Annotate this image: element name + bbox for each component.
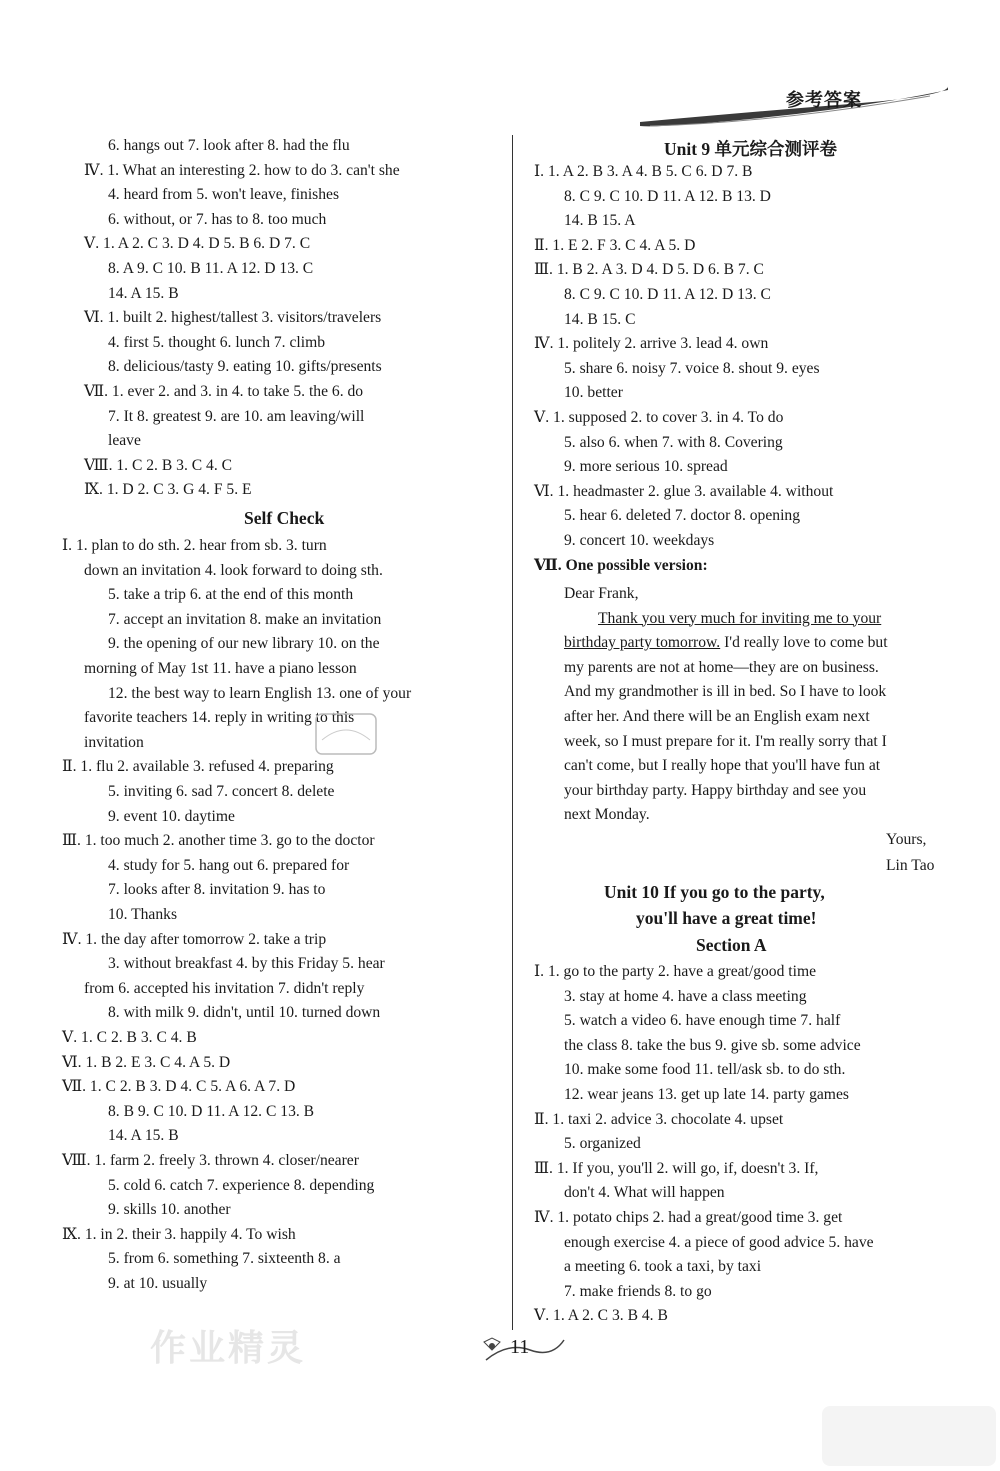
answer-line: 9. concert 10. weekdays [564,532,715,549]
answer-line: Ⅱ. 1. flu 2. available 3. refused 4. preparing [62,758,334,776]
answer-line: 6. without, or 7. has to 8. too much [108,210,327,228]
answer-line: 10. make some food 11. tell/ask sb. to do sth. [564,1061,846,1079]
answer-line: 9. event 10. daytime [108,807,235,825]
answer-line: 5. organized [564,1135,641,1153]
unit10-title-2: you'll have a great time! [636,908,817,928]
page-number-badge [478,1330,568,1370]
answer-line: 5. share 6. noisy 7. voice 8. shout 9. eyes [564,359,820,377]
answer-line: 10. better [564,384,623,402]
answer-line: 12. the best way to learn English 13. one of your [108,684,412,702]
answer-line: 4. heard from 5. won't leave, finishes [108,186,340,204]
answer-line: invitation [84,733,144,751]
page-number: 11 [510,1336,530,1358]
answer-line: 8. with milk 9. didn't, until 10. turned down [108,1004,381,1022]
answer-line: 5. also 6. when 7. with 8. Covering [564,433,783,451]
answer-line: 7. It 8. greatest 9. are 10. am leaving/will [108,407,365,425]
answer-line: 14. A 15. B [108,1127,179,1145]
answer-line: Ⅳ. 1. politely 2. arrive 3. lead 4. own [534,335,769,353]
letter-underlined: birthday party tomorrow. [564,634,721,652]
letter-closing: Yours, [886,831,927,848]
answer-line: 3. without breakfast 4. by this Friday 5. hear [108,955,385,973]
answer-line: Ⅲ. 1. If you, you'll 2. will go, if, doesn't 3. If, [534,1159,819,1177]
answer-line: 6. hangs out 7. look after 8. had the flu [108,137,350,154]
answer-line: 8. A 9. C 10. B 11. A 12. D 13. C [108,260,314,277]
answer-line: 5. watch a video 6. have enough time 7. half [564,1012,841,1030]
answer-line: Ⅴ. 1. A 2. C 3. D 4. D 5. B 6. D 7. C [84,235,311,253]
answer-line: 7. make friends 8. to go [564,1282,712,1300]
answer-line: 5. cold 6. catch 7. experience 8. depending [108,1176,375,1194]
answer-line: Ⅳ. 1. What an interesting 2. how to do 3. can't she [84,161,400,179]
answer-line: Ⅰ. 1. go to the party 2. have a great/good time [534,963,817,980]
answer-line: 14. B 15. C [564,310,636,328]
answer-line: Ⅰ. 1. plan to do sth. 2. hear from sb. 3. turn [62,537,327,554]
letter-line [564,633,888,653]
unit9-title: Unit 9 单元综合测评卷 [664,139,838,159]
watermark-right-logo [820,1404,998,1468]
answer-line: Ⅸ. 1. D 2. C 3. G 4. F 5. E [84,481,252,499]
answer-line: 8. C 9. C 10. D 11. A 12. D 13. C [564,286,771,303]
answer-line: 9. skills 10. another [108,1201,231,1219]
answer-line: 3. stay at home 4. have a class meeting [564,987,807,1005]
letter-line: can't come, but I really hope that you'll have fun at [564,757,881,775]
answer-line: Ⅳ. 1. potato chips 2. had a great/good time 3. get [534,1209,843,1226]
answer-line: from 6. accepted his invitation 7. didn't reply [84,979,365,997]
answer-line: favorite teachers 14. reply in writing to this [84,709,355,727]
answer-line: 8. delicious/tasty 9. eating 10. gifts/presents [108,358,382,376]
answer-line: 9. more serious 10. spread [564,458,728,476]
answer-line: down an invitation 4. look forward to doing sth. [84,561,383,579]
answer-line: 14. A 15. B [108,284,179,302]
letter-signature: Lin Tao [886,857,935,874]
column-divider [512,135,513,1330]
answer-line: 9. the opening of our new library 10. on the [108,635,380,653]
answer-line: 5. inviting 6. sad 7. concert 8. delete [108,783,335,800]
letter-line: next Monday. [564,806,650,824]
answer-line: Ⅶ. 1. ever 2. and 3. in 4. to take 5. the 6. do [84,383,364,400]
answer-line: Ⅵ. 1. headmaster 2. glue 3. available 4. without [534,482,834,500]
header-title: 参考答案 [786,90,862,111]
answer-line: Ⅵ. 1. B 2. E 3. C 4. A 5. D [62,1053,231,1071]
letter-line: And my grandmother is ill in bed. So I have to look [564,683,887,701]
letter-line: my parents are not at home—they are on business. [564,658,879,676]
answer-line: Ⅲ. 1. B 2. A 3. D 4. D 5. D 6. B 7. C [534,261,764,279]
unit10-title-1: Unit 10 If you go to the party, [604,882,825,902]
answer-line: Ⅴ. 1. supposed 2. to cover 3. in 4. To do [534,409,784,426]
answer-line: Ⅵ. 1. built 2. highest/tallest 3. visitors/travelers [84,309,382,327]
letter-greeting: Dear Frank, [564,585,639,602]
section-a-title: Section A [696,935,767,955]
section-heading: Self Check [244,508,325,528]
answer-line: 14. B 15. A [564,212,636,230]
answer-line: Ⅱ. 1. E 2. F 3. C 4. A 5. D [534,236,696,254]
answer-line: 8. C 9. C 10. D 11. A 12. B 13. D [564,187,771,205]
answer-line: 12. wear jeans 13. get up late 14. party games [564,1086,849,1103]
letter-line: your birthday party. Happy birthday and see you [564,781,867,799]
answer-line: 7. looks after 8. invitation 9. has to [108,881,326,899]
answer-line: Ⅶ. 1. C 2. B 3. D 4. C 5. A 6. A 7. D [62,1078,296,1096]
answer-line: 7. accept an invitation 8. make an invitation [108,610,382,628]
answer-line: 5. hear 6. deleted 7. doctor 8. opening [564,507,801,525]
answer-line: Ⅴ. 1. C 2. B 3. C 4. B [62,1029,197,1046]
answer-line: morning of May 1st 11. have a piano lesson [84,660,357,677]
answer-line: 10. Thanks [108,906,178,923]
watermark-left: 作业精灵 [150,1328,307,1369]
answer-line: Ⅱ. 1. taxi 2. advice 3. chocolate 4. upset [534,1110,784,1128]
letter-line: week, so I must prepare for it. I'm really sorry that I [564,732,887,750]
answer-line: Ⅳ. 1. the day after tomorrow 2. take a trip [62,930,327,948]
answer-line: 4. first 5. thought 6. lunch 7. climb [108,333,325,351]
answer-line: Ⅶ. One possible version: [534,556,708,574]
answer-line: Ⅷ. 1. C 2. B 3. C 4. C [84,456,233,474]
answer-line: 9. at 10. usually [108,1275,208,1292]
answer-line: leave [108,432,141,450]
answer-line: don't 4. What will happen [564,1184,725,1202]
answer-line: 8. B 9. C 10. D 11. A 12. C 13. B [108,1102,315,1120]
letter-line: after her. And there will be an English exam next [564,708,870,725]
answer-line: 5. take a trip 6. at the end of this month [108,586,354,604]
answer-line: the class 8. take the bus 9. give sb. some advice [564,1036,861,1054]
answer-line: Ⅷ. 1. farm 2. freely 3. thrown 4. closer/nearer [62,1152,359,1169]
answer-line: 5. from 6. something 7. sixteenth 8. a [108,1250,341,1268]
letter-rest: I'd really love to come but [720,634,888,652]
stamp-icon [312,710,380,758]
answer-line: Ⅸ. 1. in 2. their 3. happily 4. To wish [62,1225,296,1243]
letter-line: Thank you very much for inviting me to your [598,609,882,627]
answer-line: Ⅴ. 1. A 2. C 3. B 4. B [534,1307,668,1325]
answer-line: 4. study for 5. hang out 6. prepared for [108,856,350,874]
answer-line: enough exercise 4. a piece of good advice 5. have [564,1233,874,1251]
answer-line: a meeting 6. took a taxi, by taxi [564,1258,762,1276]
answer-line: Ⅲ. 1. too much 2. another time 3. go to the doctor [62,832,375,850]
answer-line: Ⅰ. 1. A 2. B 3. A 4. B 5. C 6. D 7. B [534,163,753,180]
